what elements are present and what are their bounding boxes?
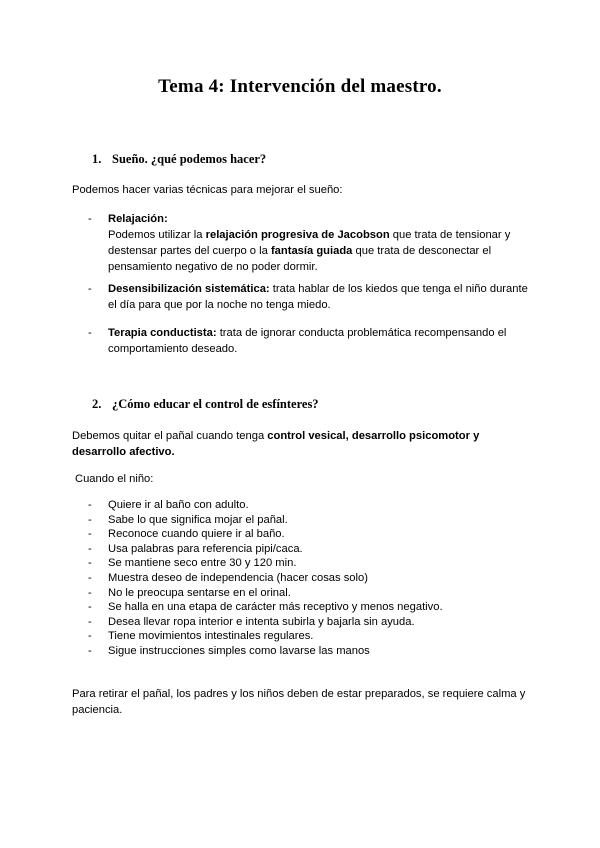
list-item-text: Muestra deseo de independencia (hacer cosas solo) [108,571,368,584]
item-text: que trata de tensionar y destensar partes del cuerpo o la [108,229,511,257]
list-item-text: Usa palabras para referencia pipi/caca. [108,542,303,555]
item-bold-text: fantasía guiada [270,245,353,257]
intro-bold-text: control vesical, desarrollo psicomotor y desarrollo afectivo. [72,430,480,458]
bullet-dash: - [88,528,92,541]
list-item [88,556,508,571]
list-item [88,513,508,528]
bullet-dash: - [88,630,92,643]
bullet-dash: - [88,557,92,570]
list-item [88,586,508,601]
section-1-heading-text: Sueño. ¿qué podemos hacer? [112,152,267,166]
bullet-dash: - [88,586,92,599]
section-1-number: 1. [92,152,102,166]
list-item-text: Reconoce cuando quiere ir al baño. [108,528,285,541]
section-2-heading [92,397,319,412]
closing-paragraph: Para retirar el pañal, los padres y los niños deben de estar preparados, se requiere calma y paciencia. [72,688,526,716]
list-item [88,644,508,659]
list-item-text: Se mantiene seco entre 30 y 120 min. [108,557,297,570]
bullet-dash: - [88,601,92,614]
section-2-intro [72,428,512,460]
item-title: Desensibilización sistemática: [108,283,270,295]
list-item-terapia [88,325,528,357]
list-item [88,615,508,630]
list-item-text: Tiene movimientos intestinales regulares. [108,630,314,643]
bullet-dash: - [88,542,92,555]
section-2-lead: Cuando el niño: [75,473,154,485]
bullet-dash: - [88,499,92,511]
list-item-text: Sigue instrucciones simples como lavarse las manos [108,644,370,657]
item-text: trata de ignorar conducta problemática recompensando el comportamiento deseado. [108,327,507,355]
list-item-text: Se halla en una etapa de carácter más receptivo y menos negativo. [108,601,443,614]
item-title: Relajación: [108,213,168,225]
bullet-dash: - [88,571,92,584]
list-item-relajacion [88,211,528,275]
item-text: trata hablar de los kiedos que tenga el niño durante el día para que por la noche no tenga miedo. [108,283,528,311]
list-item [88,527,508,542]
list-item [88,629,508,644]
section-1-heading [92,152,266,167]
list-item-content [108,211,528,275]
list-item-text: No le preocupa sentarse en el orinal. [108,586,291,599]
list-item-content [108,281,528,313]
section-2-number: 2. [92,397,102,411]
readiness-list [88,498,508,659]
bullet-dash: - [88,615,92,628]
item-text: Podemos utilizar la [108,229,206,241]
list-item [88,571,508,586]
list-item [88,542,508,557]
item-bold-text: relajación progresiva de Jacobson [205,229,390,241]
bullet-dash: - [88,513,92,526]
list-item [88,600,508,615]
bullet-dash: - [88,327,92,339]
item-title: Terapia conductista: [108,327,217,339]
bullet-dash: - [88,213,92,225]
list-item-content [108,325,528,357]
list-item-desensibilizacion [88,281,528,313]
item-text: que trata de desconectar el pensamiento negativo de no poder dormir. [108,245,492,273]
intro-text: Debemos quitar el pañal cuando tenga [72,430,268,442]
page-title: Tema 4: Intervención del maestro. [158,76,442,97]
list-item [88,498,508,513]
list-item-text: Quiere ir al baño con adulto. [108,499,249,511]
bullet-dash: - [88,644,92,657]
list-item-text: Sabe lo que significa mojar el pañal. [108,513,288,526]
section-1-intro: Podemos hacer varias técnicas para mejorar el sueño: [72,184,343,196]
section-2-heading-text: ¿Cómo educar el control de esfínteres? [112,397,319,411]
bullet-dash: - [88,283,92,295]
list-item-text: Desea llevar ropa interior e intenta subirla y bajarla sin ayuda. [108,615,415,628]
